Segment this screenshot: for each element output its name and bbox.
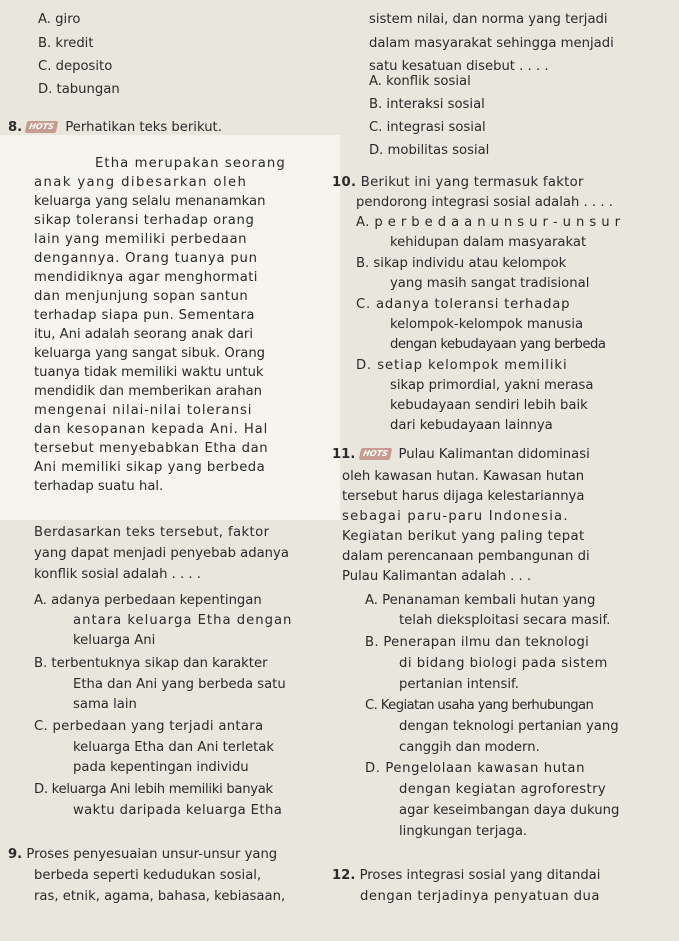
question-stem: ras, etnik, agama, bahasa, kebiasaan, — [34, 889, 286, 904]
question-10 — [332, 174, 584, 192]
passage-line: lain yang memiliki perbedaan — [34, 232, 248, 247]
answer-option-line: pertanian intensif. — [399, 677, 519, 692]
passage-line: mengenai nilai-nilai toleransi — [34, 403, 253, 418]
answer-option-line: sikap primordial, yakni merasa — [390, 378, 594, 393]
answer-option-c: C. adanya toleransi terhadap — [356, 297, 571, 312]
answer-option-line: dengan kegiatan agroforestry — [399, 782, 607, 797]
answer-option-b: B. sikap individu atau kelompok — [356, 256, 567, 271]
passage-line: tersebut menyebabkan Etha dan — [34, 441, 269, 456]
passage-line: dan kesopanan kepada Ani. Hal — [34, 422, 269, 437]
answer-option-line: di bidang biologi pada sistem — [399, 656, 608, 671]
answer-option-line: yang masih sangat tradisional — [390, 276, 590, 291]
option-c: C. deposito — [38, 59, 113, 74]
answer-option-d: D. Pengelolaan kawasan hutan — [365, 761, 586, 776]
passage-line: terhadap suatu hal. — [34, 479, 164, 494]
passage-line: mendidik dan memberikan arahan — [34, 384, 263, 399]
answer-option-d: D. setiap kelompok memiliki — [356, 358, 568, 373]
answer-option-c: C. integrasi sosial — [369, 120, 486, 135]
answer-option-a: A. p e r b e d a a n u n s u r - u n s u r — [356, 215, 621, 230]
question-number: 10. — [332, 175, 357, 190]
question-stem: Pulau Kalimantan adalah . . . — [342, 569, 532, 584]
question-stem: sebagai paru-paru Indonesia. — [342, 509, 569, 524]
question-12 — [332, 867, 600, 885]
question-stem: dengan terjadinya penyatuan dua — [360, 889, 600, 904]
question-9 — [8, 846, 277, 864]
passage-line: terhadap siapa pun. Sementara — [34, 308, 255, 323]
passage-line: anak yang dibesarkan oleh — [34, 175, 248, 190]
answer-option-a: A. adanya perbedaan kepentingan — [34, 593, 262, 608]
question-number: 8. — [8, 120, 23, 135]
question-stem: berbeda seperti kedudukan sosial, — [34, 868, 262, 883]
answer-option-line: lingkungan terjaga. — [399, 824, 528, 839]
answer-option-line: waktu daripada keluarga Etha — [73, 803, 283, 818]
answer-option-line: keluarga Ani — [73, 633, 156, 648]
answer-option-line: pada kepentingan individu — [73, 760, 249, 775]
question-stem: satu kesatuan disebut . . . . — [369, 59, 549, 74]
answer-option-c: C. perbedaan yang terjadi antara — [34, 719, 264, 734]
hots-badge: HOTS — [25, 121, 58, 133]
answer-option-line: dengan teknologi pertanian yang — [399, 719, 619, 734]
answer-option-c: C. Kegiatan usaha yang berhubungan — [365, 698, 594, 713]
question-stem: Proses integrasi sosial yang ditandai — [359, 868, 601, 883]
passage-line: mendidiknya agar menghormati — [34, 270, 258, 285]
answer-option-b: B. terbentuknya sikap dan karakter — [34, 656, 268, 671]
answer-option-b: B. Penerapan ilmu dan teknologi — [365, 635, 590, 650]
hots-badge: HOTS — [358, 448, 391, 460]
question-stem: yang dapat menjadi penyebab adanya — [34, 546, 289, 561]
passage-line: Etha merupakan seorang — [95, 156, 286, 171]
question-number: 11. — [332, 447, 356, 462]
question-number: 9. — [8, 847, 23, 862]
answer-option-d: D. mobilitas sosial — [369, 143, 490, 158]
question-stem: sistem nilai, dan norma yang terjadi — [369, 12, 608, 27]
answer-option-line: antara keluarga Etha dengan — [73, 613, 293, 628]
passage-line: keluarga yang sangat sibuk. Orang — [34, 346, 266, 361]
question-11 — [332, 446, 590, 464]
answer-option-line: agar keseimbangan daya dukung — [399, 803, 620, 818]
answer-option-line: kebudayaan sendiri lebih baik — [390, 398, 588, 413]
answer-option-a: A. Penanaman kembali hutan yang — [365, 593, 596, 608]
answer-option-line: keluarga Etha dan Ani terletak — [73, 740, 274, 755]
question-stem: pendorong integrasi sosial adalah . . . . — [356, 195, 613, 210]
question-stem: tersebut harus dijaga kelestariannya — [342, 489, 585, 504]
question-title: Perhatikan teks berikut. — [65, 120, 222, 135]
answer-option-line: dengan kebudayaan yang berbeda — [390, 337, 606, 352]
option-a: A. giro — [38, 12, 81, 27]
question-stem: Berdasarkan teks tersebut, faktor — [34, 525, 270, 540]
passage-line: dengannya. Orang tuanya pun — [34, 251, 258, 266]
answer-option-line: canggih dan modern. — [399, 740, 540, 755]
answer-option-line: dari kebudayaan lainnya — [390, 418, 553, 433]
question-stem: Proses penyesuaian unsur-unsur yang — [26, 847, 278, 862]
question-stem: dalam perencanaan pembangunan di — [342, 549, 590, 564]
passage-line: dan menjunjung sopan santun — [34, 289, 249, 304]
option-d: D. tabungan — [38, 82, 120, 97]
answer-option-line: sama lain — [73, 697, 137, 712]
question-number: 12. — [332, 868, 356, 883]
answer-option-line: kehidupan dalam masyarakat — [390, 235, 587, 250]
question-8-heading — [8, 119, 222, 137]
question-stem: Berikut ini yang termasuk faktor — [360, 175, 584, 190]
question-stem: oleh kawasan hutan. Kawasan hutan — [342, 469, 585, 484]
answer-option-line: kelompok-kelompok manusia — [390, 317, 584, 332]
answer-option-b: B. interaksi sosial — [369, 97, 485, 112]
answer-option-line: Etha dan Ani yang berbeda satu — [73, 677, 286, 692]
passage-line: tuanya tidak memiliki waktu untuk — [34, 365, 264, 380]
option-b: B. kredit — [38, 36, 94, 51]
passage-line: Ani memiliki sikap yang berbeda — [34, 460, 266, 475]
passage-line: sikap toleransi terhadap orang — [34, 213, 255, 228]
answer-option-d: D. keluarga Ani lebih memiliki banyak — [34, 782, 273, 797]
question-stem: Pulau Kalimantan didominasi — [398, 447, 590, 462]
answer-option-a: A. konflik sosial — [369, 74, 471, 89]
question-stem: Kegiatan berikut yang paling tepat — [342, 529, 585, 544]
passage-line: keluarga yang selalu menanamkan — [34, 194, 266, 209]
question-stem: konflik sosial adalah . . . . — [34, 567, 201, 582]
answer-option-line: telah dieksploitasi secara masif. — [399, 613, 611, 628]
question-stem: dalam masyarakat sehingga menjadi — [369, 36, 614, 51]
passage-line: itu, Ani adalah seorang anak dari — [34, 327, 254, 342]
